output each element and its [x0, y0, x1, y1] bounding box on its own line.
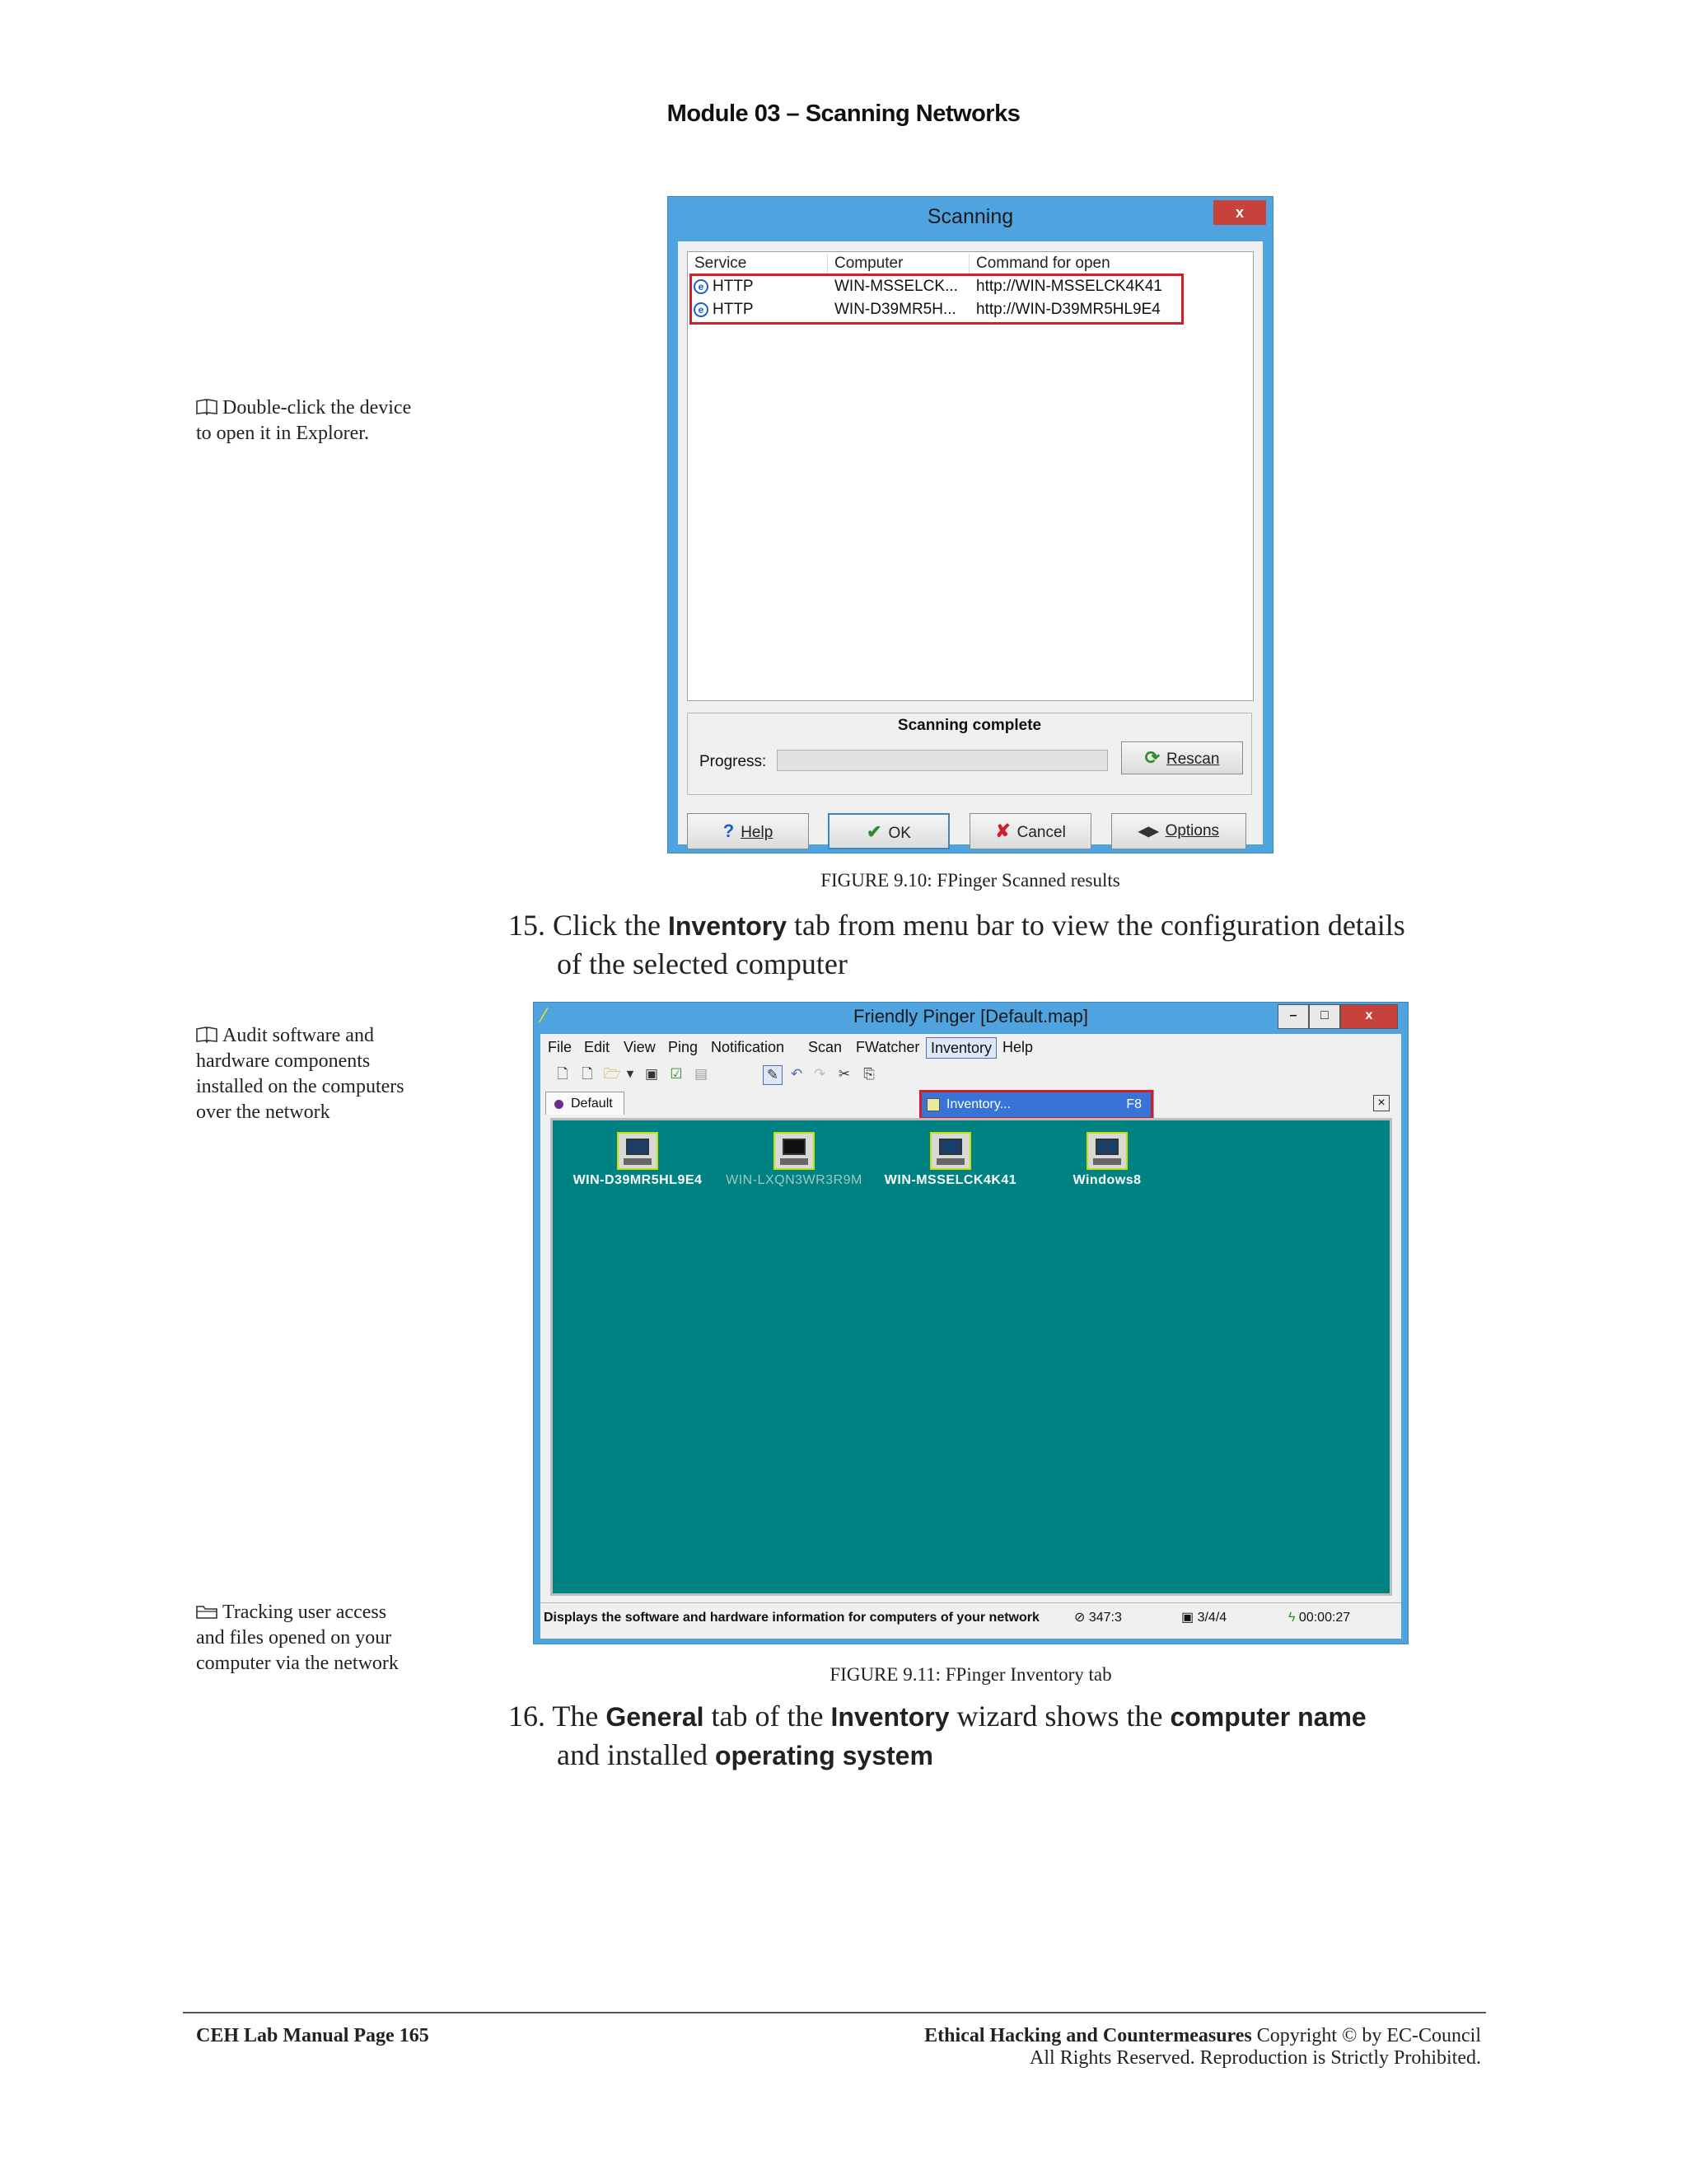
status-time-text: 00:00:27: [1298, 1611, 1351, 1625]
cancel-button[interactable]: [970, 813, 1091, 849]
step-bold: Inventory: [667, 911, 787, 941]
device-name: Windows8: [1072, 1173, 1142, 1187]
status-count-2-text: 3/4/4: [1197, 1611, 1227, 1625]
sidenote-line: installed on the computers: [196, 1076, 404, 1097]
rescan-button[interactable]: [1121, 741, 1243, 774]
progress-bar: [777, 750, 1108, 771]
step-text: tab from menu bar to view the configuration details: [794, 909, 1405, 942]
refresh-icon: ⟳: [1144, 747, 1160, 768]
menu-ping[interactable]: Ping: [668, 1039, 699, 1055]
scan-status-panel: [687, 713, 1252, 795]
column-header-command[interactable]: Command for open: [976, 255, 1110, 272]
menu-view[interactable]: View: [624, 1039, 656, 1055]
app-icon: ⁄: [542, 1006, 545, 1027]
close-tab-button[interactable]: ×: [1373, 1095, 1390, 1111]
undo-icon[interactable]: ↶: [790, 1066, 803, 1083]
folder-icon[interactable]: ▤: [694, 1066, 708, 1083]
help-button[interactable]: [687, 813, 809, 849]
sidenote-explorer: [196, 395, 451, 447]
highlight-box: [689, 274, 1184, 325]
sidenote-line: to open it in Explorer.: [196, 423, 369, 444]
sidenote-line: hardware components: [196, 1050, 371, 1072]
maximize-button[interactable]: □: [1309, 1004, 1340, 1029]
menu-file[interactable]: File: [548, 1039, 572, 1055]
new-page-icon[interactable]: 🗋: [582, 1066, 593, 1083]
highlight-box: [919, 1090, 1153, 1120]
tab-default[interactable]: Default: [545, 1092, 624, 1115]
window-client: [540, 1034, 1401, 1639]
ok-label: OK: [888, 825, 911, 842]
device-item[interactable]: [1029, 1132, 1185, 1188]
row-computer: WIN-MSSELCK...: [834, 278, 958, 295]
footer-divider: [183, 2012, 1486, 2013]
check-icon: ✔: [867, 821, 882, 842]
step-bold: General: [605, 1702, 704, 1732]
device-name: WIN-D39MR5HL9E4: [572, 1173, 703, 1187]
sidenote-line: Audit software and: [222, 1025, 374, 1046]
figure-caption: FIGURE 9.11: FPinger Inventory tab: [829, 1664, 1112, 1685]
menu-item-label: Inventory...: [946, 1097, 1011, 1111]
checklist-icon[interactable]: ☑: [670, 1066, 683, 1083]
redo-icon[interactable]: ↷: [813, 1066, 826, 1083]
scan-status-text: Scanning complete: [897, 717, 1042, 734]
edit-icon[interactable]: ✎: [763, 1065, 783, 1085]
menu-notification[interactable]: Notification: [711, 1039, 785, 1055]
step-number: 16.: [508, 1700, 545, 1733]
computer-icon: [617, 1132, 658, 1170]
sidenote-line: and files opened on your: [196, 1627, 392, 1649]
cancel-label: Cancel: [1016, 824, 1066, 841]
page-title: Module 03 – Scanning Networks: [666, 101, 1021, 127]
footer-rights: All Rights Reserved. Reproduction is Strictly Prohibited.: [1030, 2047, 1481, 2069]
device-name: WIN-LXQN3WR3R9M: [726, 1173, 862, 1187]
network-map[interactable]: [550, 1118, 1392, 1596]
ok-button[interactable]: [828, 813, 950, 849]
menu-bar: [540, 1034, 1401, 1059]
save-icon[interactable]: ▣: [644, 1066, 659, 1083]
dropdown-arrow-icon[interactable]: ▼: [626, 1069, 634, 1079]
status-message: Displays the software and hardware information for computers of your network: [544, 1611, 1040, 1625]
menu-edit[interactable]: Edit: [584, 1039, 610, 1055]
footer-copyright-text: Copyright © by EC-Council: [1256, 2025, 1481, 2046]
step-bold: computer name: [1170, 1702, 1367, 1732]
step-16: [508, 1697, 1497, 1775]
toolbar: [540, 1060, 1401, 1090]
menu-scan[interactable]: Scan: [808, 1039, 843, 1055]
progress-label: Progress:: [699, 753, 767, 770]
step-text: wizard shows the: [956, 1700, 1163, 1733]
rescan-label: Rescan: [1166, 751, 1220, 768]
paste-icon[interactable]: ⎘: [863, 1066, 875, 1083]
window-title: Friendly Pinger [Default.map]: [853, 1006, 1088, 1027]
window-controls: [1278, 1004, 1401, 1029]
row-command: http://WIN-D39MR5HL9E4: [976, 301, 1161, 318]
status-count-2: [1181, 1603, 1227, 1633]
device-name: WIN-MSSELCK4K41: [884, 1173, 1017, 1187]
device-item[interactable]: [716, 1132, 872, 1188]
dialog-client-area: [678, 241, 1263, 844]
step-text: Click the: [553, 909, 661, 942]
row-service: HTTP: [713, 278, 754, 295]
step-text: The: [552, 1700, 599, 1733]
footer-book-title: Ethical Hacking and Countermeasures: [924, 2025, 1252, 2046]
footer-copyright: [924, 2025, 1481, 2069]
computer-icon: [930, 1132, 971, 1170]
column-header-service[interactable]: Service: [688, 254, 828, 274]
device-item[interactable]: [559, 1132, 716, 1188]
step-number: 15.: [508, 909, 545, 942]
sidenote-line: Double-click the device: [222, 397, 412, 419]
status-bar: [540, 1602, 1401, 1633]
computer-icon: [1087, 1132, 1128, 1170]
book-icon: [196, 1027, 217, 1043]
scanning-dialog: [667, 196, 1273, 853]
status-count-1-text: 347:3: [1088, 1611, 1122, 1625]
step-bold: operating system: [714, 1741, 933, 1770]
sidenote-line: computer via the network: [196, 1653, 399, 1674]
dialog-close-button[interactable]: x: [1213, 200, 1266, 225]
friendly-pinger-window: [533, 1002, 1409, 1644]
menu-item-shortcut: F8: [1126, 1097, 1142, 1111]
ie-icon: e: [694, 302, 708, 317]
computer-small-icon: ▣: [1181, 1611, 1194, 1625]
question-icon: ?: [722, 821, 735, 841]
step-text: of the selected computer: [557, 947, 848, 980]
close-button[interactable]: x: [1340, 1004, 1398, 1029]
menu-inventory[interactable]: Inventory: [926, 1037, 997, 1059]
step-bold: Inventory: [830, 1702, 950, 1732]
device-item[interactable]: [872, 1132, 1029, 1188]
open-folder-icon[interactable]: 🗁: [603, 1066, 621, 1083]
options-label: Options: [1165, 822, 1220, 839]
sidenote-tracking: [196, 1600, 451, 1677]
sidenote-line: Tracking user access: [222, 1602, 387, 1623]
options-arrows-icon: ◀▶: [1138, 825, 1159, 839]
new-file-icon[interactable]: 🗋: [557, 1066, 568, 1083]
ie-icon: e: [694, 279, 708, 294]
book-icon: [196, 399, 217, 415]
help-label: Help: [741, 824, 773, 841]
step-text: and installed: [557, 1738, 708, 1771]
status-time: [1288, 1603, 1350, 1633]
figure-caption: FIGURE 9.10: FPinger Scanned results: [820, 870, 1120, 891]
lightning-icon: ϟ: [1288, 1611, 1296, 1625]
step-text: tab of the: [711, 1700, 824, 1733]
footer-page-label: CEH Lab Manual Page 165: [196, 2025, 429, 2046]
row-service: HTTP: [713, 301, 754, 318]
options-button[interactable]: [1111, 813, 1246, 849]
sidenote-line: over the network: [196, 1101, 330, 1123]
menu-fwatcher[interactable]: FWatcher: [856, 1039, 920, 1055]
sidenote-audit: [196, 1023, 451, 1125]
folder-icon: [196, 1603, 217, 1620]
step-15: [508, 906, 1497, 983]
ping-icon: ⊘: [1074, 1611, 1086, 1625]
cut-icon[interactable]: ✂: [838, 1066, 851, 1083]
row-command: http://WIN-MSSELCK4K41: [976, 278, 1162, 295]
menu-help[interactable]: Help: [1002, 1039, 1034, 1055]
status-count-1: [1074, 1603, 1122, 1633]
computer-icon: [773, 1132, 815, 1170]
results-list[interactable]: [687, 251, 1254, 701]
minimize-button[interactable]: –: [1278, 1004, 1309, 1029]
x-icon: ✘: [995, 821, 1011, 841]
column-header-computer[interactable]: Computer: [828, 254, 970, 274]
dialog-title: Scanning: [927, 205, 1014, 228]
row-computer: WIN-D39MR5H...: [834, 301, 956, 318]
